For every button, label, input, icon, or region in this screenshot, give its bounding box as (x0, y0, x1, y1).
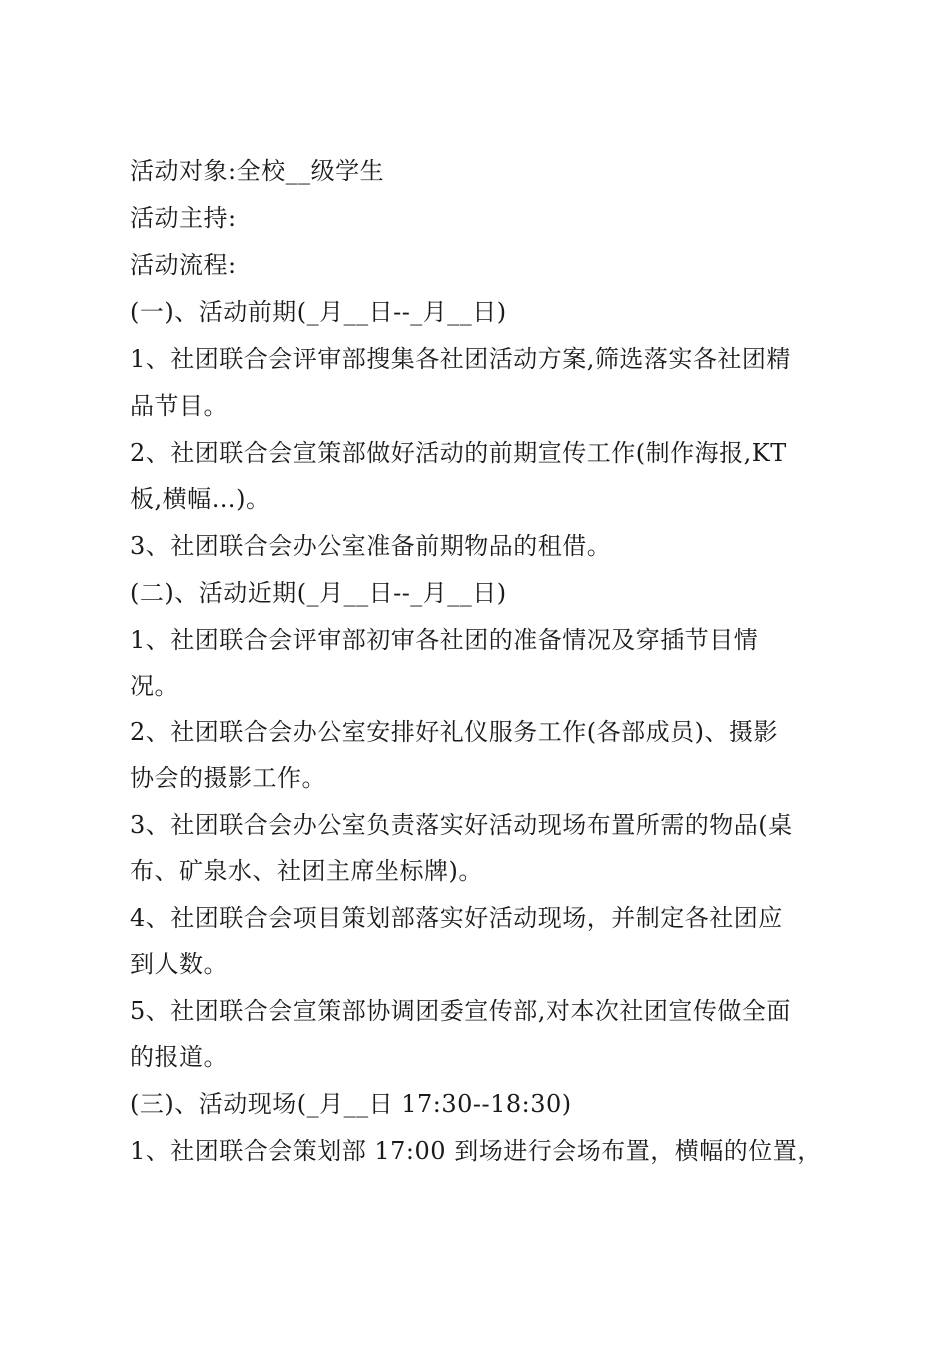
text-line: 况。 (130, 672, 179, 700)
text-line: 协会的摄影工作。 (130, 764, 326, 792)
text-line: 活动主持: (130, 204, 237, 232)
text-line: 3、社团联合会办公室准备前期物品的租借。 (130, 532, 612, 560)
section-heading: (一)、活动前期(_月__日--_月__日) (130, 298, 507, 326)
text-line: 1、社团联合会评审部搜集各社团活动方案,筛选落实各社团精 (130, 345, 791, 373)
section-heading: (三)、活动现场(_月__日 17:30--18:30) (130, 1090, 572, 1118)
text-line: 板,横幅…)。 (130, 485, 271, 513)
text-line: 1、社团联合会策划部 17:00 到场进行会场布置，横幅的位置， (130, 1137, 822, 1165)
text-line: 活动流程: (130, 251, 237, 279)
text-line: 1、社团联合会评审部初审各社团的准备情况及穿插节目情 (130, 626, 759, 654)
text-line: 5、社团联合会宣策部协调团委宣传部,对本次社团宣传做全面 (130, 997, 791, 1025)
text-line: 的报道。 (130, 1043, 228, 1071)
text-line: 2、社团联合会宣策部做好活动的前期宣传工作(制作海报,KT (130, 439, 787, 467)
text-line: 4、社团联合会项目策划部落实好活动现场，并制定各社团应 (130, 904, 783, 932)
text-line: 到人数。 (130, 950, 228, 978)
text-line: 2、社团联合会办公室安排好礼仪服务工作(各部成员)、摄影 (130, 718, 778, 746)
section-heading: (二)、活动近期(_月__日--_月__日) (130, 579, 507, 607)
text-line: 布、矿泉水、社团主席坐标牌)。 (130, 857, 483, 885)
text-line: 活动对象:全校__级学生 (130, 157, 385, 185)
text-line: 品节目。 (130, 392, 228, 420)
text-line: 3、社团联合会办公室负责落实好活动现场布置所需的物品(桌 (130, 811, 793, 839)
